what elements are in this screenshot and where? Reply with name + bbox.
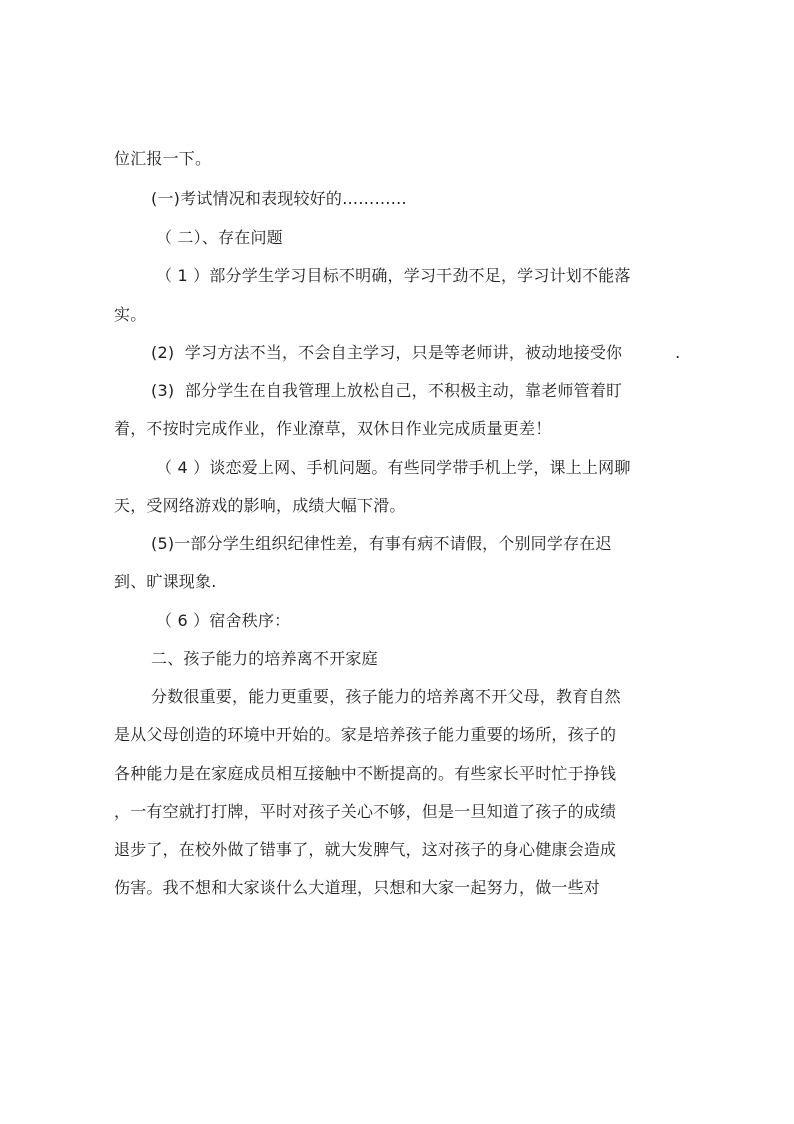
- text-line: 是从父母创造的环境中开始的。家是培养孩子能力重要的场所，孩子的: [114, 725, 617, 744]
- text-line: 位汇报一下。: [114, 149, 212, 168]
- text-line: 各种能力是在家庭成员相互接触中不断提高的。有些家长平时忙于挣钱: [114, 764, 617, 783]
- text-line: (2) 学习方法不当，不会自主学习，只是等老师讲，被动地接受你 .: [151, 343, 681, 362]
- text-line: 退步了，在校外做了错事了，就大发脾气，这对孩子的身心健康会造成: [114, 840, 617, 859]
- text-line: (5)一部分学生组织纪律性差，有事有病不请假，个别同学存在迟: [151, 534, 612, 553]
- text-line: 伤害。我不想和大家谈什么大道理，只想和大家一起努力，做一些对: [114, 878, 601, 897]
- text-line: 天，受网络游戏的影响，成绩大幅下滑。: [114, 496, 406, 515]
- text-line: （ 1 ）部分学生学习目标不明确，学习干劲不足，学习计划不能落: [156, 266, 631, 285]
- text-line: ，一有空就打打牌，平时对孩子关心不够，但是一旦知道了孩子的成绩: [114, 802, 617, 821]
- text-line: 实。: [114, 305, 147, 324]
- text-line: （ 二）、存在问题: [156, 228, 283, 247]
- text-line: （ 4 ）谈恋爱上网、手机问题。有些同学带手机上学，课上上网聊: [156, 458, 631, 477]
- text-line: 着，不按时完成作业，作业潦草，双休日作业完成质量更差！: [114, 419, 552, 438]
- text-line: （ 6 ）宿舍秩序：: [156, 611, 291, 630]
- text-line: (一)考试情况和表现较好的…………: [151, 189, 407, 208]
- section-heading: 二、孩子能力的培养离不开家庭: [151, 649, 378, 668]
- text-line: (3) 部分学生在自我管理上放松自己，不积极主动，靠老师管着盯: [151, 381, 623, 400]
- text-line: 分数很重要，能力更重要，孩子能力的培养离不开父母，教育自然: [151, 687, 621, 706]
- text-line: 到、旷课现象.: [114, 572, 217, 591]
